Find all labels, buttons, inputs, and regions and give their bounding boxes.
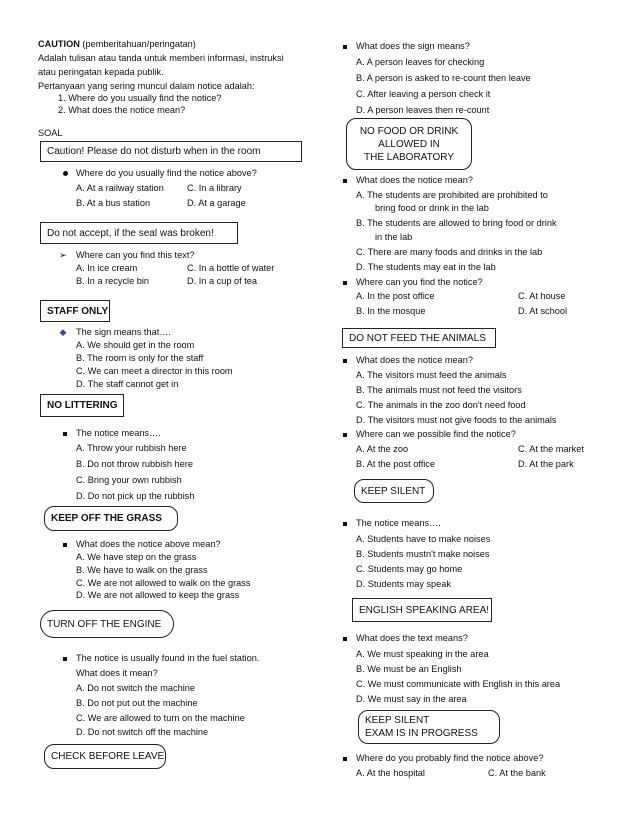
option-d: D. At a garage: [187, 198, 246, 208]
option-a: A. We should get in the room: [76, 340, 195, 350]
notice-box-exam-in-progress: [358, 710, 500, 744]
option-a: A. At a railway station: [76, 183, 164, 193]
option-c: C. The animals in the zoo don't need food: [356, 400, 526, 410]
bullet-dot-icon: [60, 167, 70, 179]
caution-word: CAUTION: [38, 39, 80, 49]
option-d: D. At the park: [518, 459, 574, 469]
notice-line-3: THE LABORATORY: [363, 151, 455, 163]
question-1: Where do you usually find the notice above?: [76, 168, 257, 178]
option-c: C. In a bottle of water: [187, 263, 275, 273]
option-a: A. The visitors must feed the animals: [356, 370, 507, 380]
question-r2b: Where can you find the notice?: [356, 277, 483, 287]
question-r2: What does the notice mean?: [356, 175, 473, 185]
option-b: B. The students are allowed to bring food or drink: [356, 218, 557, 228]
notice-line-1: NO FOOD OR DRINK: [359, 125, 459, 137]
bullet-square-icon: [340, 517, 350, 529]
bullet-square-icon: [340, 752, 350, 764]
option-b: B. At a bus station: [76, 198, 151, 208]
option-c: C. We can meet a director in this room: [76, 366, 233, 376]
notice-box-english-speaking: ENGLISH SPEAKING AREA!: [352, 598, 492, 622]
question-r4: The notice means….: [356, 518, 441, 528]
intro-line-2: atau peringatan kepada publik.: [38, 67, 164, 77]
option-c: C. Students may go home: [356, 564, 463, 574]
option-b: B. At the post office: [356, 459, 435, 469]
option-a-cont: bring food or drink in the lab: [375, 203, 489, 213]
option-c: C. At the market: [518, 444, 584, 454]
option-d: D. We must say in the area: [356, 694, 467, 704]
diamond-bullet-icon: ◆: [59, 327, 67, 337]
intro-title: [38, 38, 196, 50]
option-d: D. At school: [518, 306, 568, 316]
option-b: B. The animals must not feed the visitors: [356, 385, 522, 395]
question-r5: What does the text means?: [356, 633, 468, 643]
notice-box-staff-only: STAFF ONLY: [40, 300, 110, 322]
option-d: D. Do not switch off the machine: [76, 727, 209, 737]
question-4: The notice means….: [76, 428, 161, 438]
option-c: C. In a library: [187, 183, 242, 193]
bullet-square-icon: [340, 428, 350, 440]
option-d: D. A person leaves then re-count: [356, 105, 490, 115]
notice-line-1: KEEP SILENT: [365, 715, 430, 726]
question-r3b: Where can we possible find the notice?: [356, 429, 516, 439]
intro-line-1: Adalah tulisan atau tanda untuk memberi informasi, instruksi: [38, 53, 284, 63]
question-5: What does the notice above mean?: [76, 539, 221, 549]
option-a: A. In ice cream: [76, 263, 138, 273]
question-6-line-2: What does it mean?: [76, 668, 158, 678]
notice-box-no-food-drink: [346, 118, 472, 170]
question-r3: What does the notice mean?: [356, 355, 473, 365]
option-d: D. We are not allowed to keep the grass: [76, 590, 240, 600]
option-a: A. Do not switch the machine: [76, 683, 195, 693]
soal-label: SOAL: [38, 128, 63, 138]
option-a: A. Throw your rubbish here: [76, 443, 187, 453]
option-d: D. The visitors must not give foods to the animals: [356, 415, 557, 425]
bullet-square-icon: [60, 538, 70, 550]
notice-box-seal: Do not accept, if the seal was broken!: [40, 222, 238, 244]
option-c: C. After leaving a person check it: [356, 89, 491, 99]
option-a: A. We must speaking in the area: [356, 649, 489, 659]
question-3: The sign means that….: [76, 327, 171, 337]
option-d: D. In a cup of tea: [187, 276, 257, 286]
bullet-square-icon: [340, 354, 350, 366]
option-d: D. Students may speak: [356, 579, 451, 589]
option-b-cont: in the lab: [375, 232, 413, 242]
caution-meaning: (pemberitahuan/peringatan): [79, 39, 196, 49]
notice-line-2: ALLOWED IN: [378, 138, 440, 150]
option-b: B. A person is asked to re-count then leave: [356, 73, 531, 83]
option-d: D. Do not pick up the rubbish: [76, 491, 195, 501]
bullet-square-icon: [60, 652, 70, 664]
intro-question-1: 1. Where do you usually find the notice?: [58, 93, 222, 103]
notice-box-check-before-leave: CHECK BEFORE LEAVE: [44, 744, 166, 769]
bullet-square-icon: [340, 632, 350, 644]
bullet-square-icon: [340, 276, 350, 288]
arrow-bullet-icon: ➢: [59, 250, 67, 260]
option-c: C. We are not allowed to walk on the grass: [76, 578, 251, 588]
option-a: A. Students have to make noises: [356, 534, 491, 544]
option-a: A. A person leaves for checking: [356, 57, 485, 67]
option-b: B. We have to walk on the grass: [76, 565, 208, 575]
question-r6: Where do you probably find the notice above?: [356, 753, 544, 763]
option-b: B. In the mosque: [356, 306, 426, 316]
question-2: Where can you find this text?: [76, 250, 195, 260]
option-b: B. The room is only for the staff: [76, 353, 204, 363]
option-a: A. At the hospital: [356, 768, 425, 778]
question-r1: What does the sign means?: [356, 41, 470, 51]
option-b: B. Students mustn't make noises: [356, 549, 490, 559]
intro-line-3: Pertanyaan yang sering muncul dalam notice adalah:: [38, 81, 255, 91]
intro-question-2: 2. What does the notice mean?: [58, 105, 186, 115]
question-6: The notice is usually found in the fuel station.: [76, 653, 260, 663]
notice-line-2: EXAM IS IN PROGRESS: [365, 728, 478, 739]
option-c: C. We are allowed to turn on the machine: [76, 713, 245, 723]
option-a: A. At the zoo: [356, 444, 409, 454]
option-c: C. Bring your own rubbish: [76, 475, 182, 485]
option-b: B. Do not put out the machine: [76, 698, 198, 708]
option-b: B. Do not throw rubbish here: [76, 459, 193, 469]
notice-box-no-littering: NO LITTERING: [40, 394, 124, 417]
bullet-square-icon: [60, 427, 70, 439]
option-a: A. We have step on the grass: [76, 552, 197, 562]
notice-box-turn-off-engine: TURN OFF THE ENGINE: [40, 610, 174, 638]
option-c: C. At house: [518, 291, 566, 301]
notice-box-keep-silent: KEEP SILENT: [354, 479, 434, 503]
option-b: B. In a recycle bin: [76, 276, 150, 286]
option-a: A. The students are prohibited are prohibited to: [356, 190, 548, 200]
option-c: C. There are many foods and drinks in the lab: [356, 247, 543, 257]
option-b: B. We must be an English: [356, 664, 462, 674]
option-c: C. We must communicate with English in this area: [356, 679, 561, 689]
option-a: A. In the post office: [356, 291, 435, 301]
option-c: C. At the bank: [488, 768, 546, 778]
bullet-square-icon: [340, 40, 350, 52]
option-d: D. The students may eat in the lab: [356, 262, 496, 272]
notice-box-caution: Caution! Please do not disturb when in the room: [40, 141, 302, 162]
option-d: D. The staff cannot get in: [76, 379, 179, 389]
notice-box-keep-off-grass: KEEP OFF THE GRASS: [44, 506, 178, 531]
bullet-square-icon: [340, 174, 350, 186]
notice-box-do-not-feed: DO NOT FEED THE ANIMALS: [342, 328, 496, 348]
